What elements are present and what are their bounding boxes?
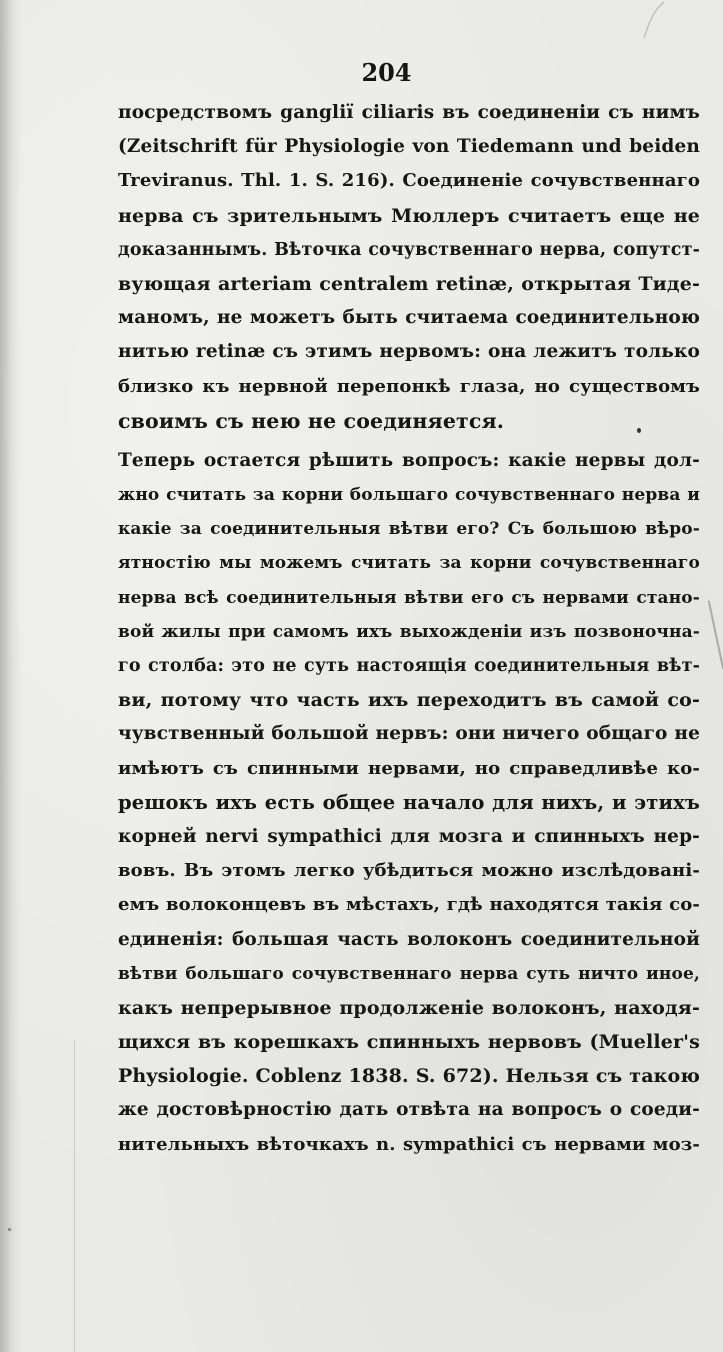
- ink-speck: [637, 428, 641, 433]
- text-line: (Zeitschrift für Physiologie von Tiedemann und beiden: [118, 136, 700, 158]
- page-number: 204: [361, 58, 412, 87]
- text-line: маномъ, не можетъ быть считаема соединительною: [118, 307, 700, 329]
- text-line: корней nervi sympathici для мозга и спинныхъ нер-: [118, 825, 700, 847]
- text-line: жно считать за корни большаго сочувственнаго нерва и: [118, 485, 700, 506]
- text-line: нерва съ зрительнымъ Мюллеръ считаетъ еще не: [118, 204, 700, 227]
- paper-fold-line: [74, 1040, 75, 1352]
- text-line: Treviranus. Thl. 1. S. 216). Соединенiе сочувственнаго: [118, 170, 700, 192]
- text-line: ви, потому что часть ихъ переходитъ въ самой со-: [118, 689, 700, 712]
- paper-crease-mark: [640, 0, 668, 40]
- text-line: какъ непрерывное продолженiе волоконъ, находя-: [118, 996, 700, 1019]
- text-line: же достовѣрностiю дать отвѣта на вопросъ о соеди-: [118, 1099, 700, 1121]
- text-line: вой жилы при самомъ ихъ выхожденiи изъ позвоночна-: [118, 621, 700, 642]
- binding-gutter-shadow: [0, 0, 22, 1352]
- text-line: вующая arteriam centralem retinæ, открытая Тиде-: [118, 272, 700, 295]
- text-line: единенiя: большая часть волоконъ соединительной: [118, 928, 700, 950]
- text-line: решокъ ихъ есть общее начало для нихъ, и этихъ: [118, 790, 700, 814]
- text-line: емъ волоконцевъ въ мѣстахъ, гдѣ находятся такiя со-: [118, 894, 700, 916]
- text-line: какiе за соединительныя вѣтви его? Съ большою вѣро-: [118, 519, 700, 540]
- body-text: [118, 96, 700, 1162]
- text-line: ятностiю мы можемъ считать за корни сочувственнаго: [118, 553, 700, 574]
- text-line: щихся въ корешкахъ спинныхъ нервовъ (Mueller's: [118, 1031, 700, 1054]
- text-line: посредствомъ gangliï ciliaris въ соединенiи съ нимъ: [118, 102, 701, 123]
- text-line: близко къ нервной перепонкѣ глаза, но существомъ: [118, 375, 700, 397]
- text-line: нерва всѣ соединительныя вѣтви его съ нервами стано-: [118, 587, 700, 608]
- text-line: своимъ съ нею не соединяется.: [118, 408, 505, 433]
- edge-scratch-mark: [708, 601, 723, 670]
- text-line: чувственный большой нервъ: они ничего общаго не: [118, 723, 700, 745]
- text-line: Теперь остается рѣшить вопросъ: какiе нервы дол-: [118, 449, 700, 471]
- text-line: доказаннымъ. Вѣточка сочувственнаго нерва, сопутст-: [118, 239, 700, 260]
- text-line: го столба: это не суть настоящiя соединительныя вѣт-: [118, 656, 700, 676]
- text-line: Physiologie. Coblenz 1838. S. 672). Нельзя съ такою: [118, 1065, 700, 1088]
- text-line: нительныхъ вѣточкахъ n. sympathici съ нервами моз-: [118, 1133, 700, 1155]
- text-line: имѣютъ съ спинными нервами, но справедливѣе ко-: [118, 757, 700, 779]
- text-line: вѣтви большаго сочувственнаго нерва суть ничто иное,: [118, 963, 700, 984]
- text-line: вовъ. Въ этомъ легко убѣдиться можно изслѣдованi-: [118, 860, 700, 882]
- text-line: нитью retinæ съ этимъ нервомъ: она лежитъ только: [118, 341, 700, 363]
- ink-speck: [8, 1228, 11, 1231]
